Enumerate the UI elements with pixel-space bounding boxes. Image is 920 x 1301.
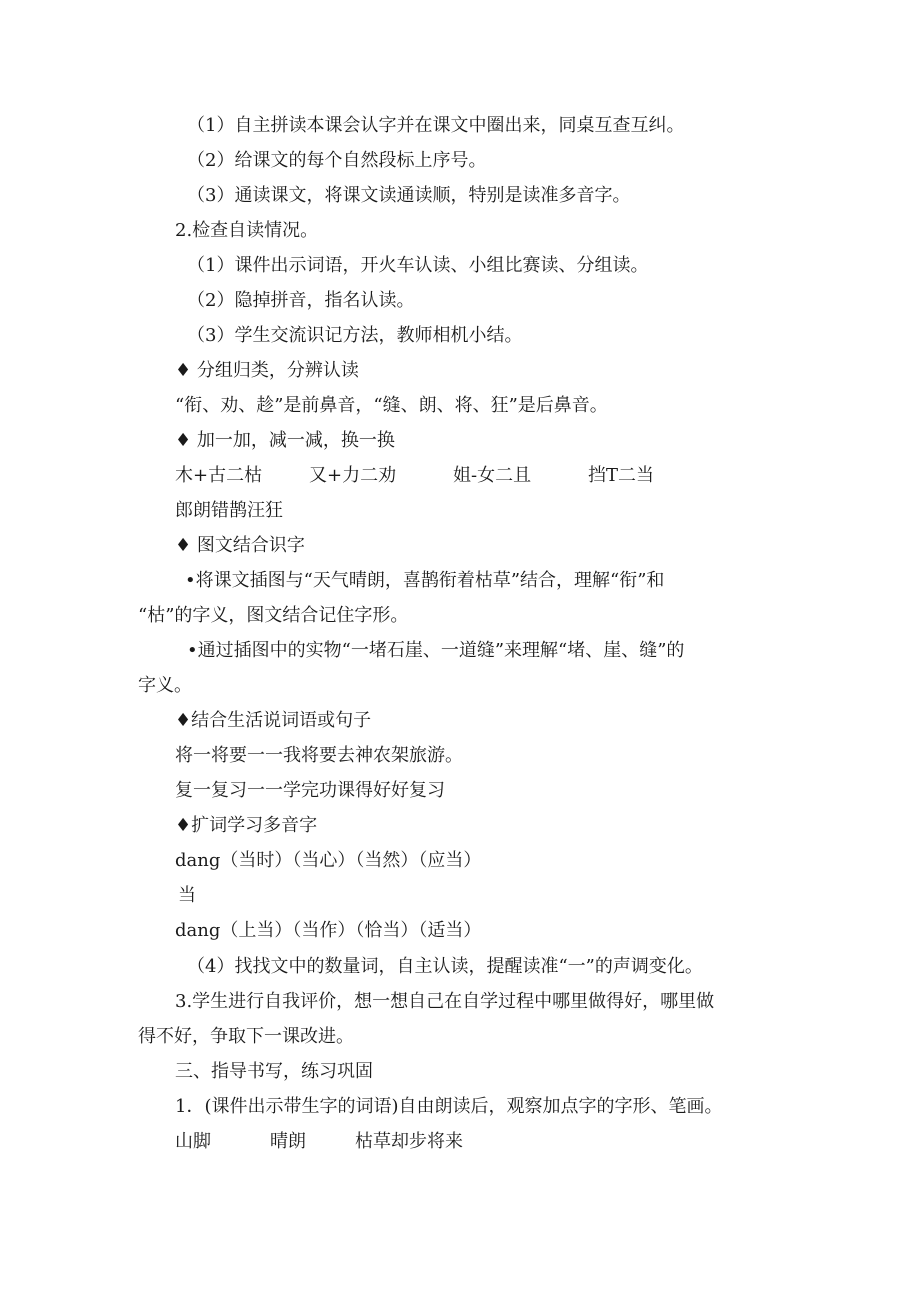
text-line: （1）自主拼读本课会认字并在课文中圈出来，同桌互查互纠。: [187, 115, 685, 136]
bullet-heading: ♦ 分组归类，分辨认读: [175, 360, 359, 381]
text-line: （4）找找文中的数量词，自主认读，提醒读准“一”的声调变化。: [187, 956, 703, 977]
bullet-heading: ♦结合生活说词语或句子: [175, 710, 372, 731]
bullet-heading: ♦ 图文结合识字: [175, 535, 305, 556]
bullet-heading: ♦ 加一加，减一减，换一换: [175, 430, 395, 451]
text-line: （2）隐掉拼音，指名认读。: [187, 290, 415, 311]
text-line: dang（上当）（当作）（恰当）（适当）: [175, 920, 482, 941]
word-item: 晴朗: [270, 1131, 306, 1152]
bullet-heading: ♦扩词学习多音字: [175, 815, 318, 836]
text-line: 郎朗错鹊汪狂: [175, 500, 283, 521]
text-line: 当: [178, 885, 196, 906]
text-line: 3.学生进行自我评价，想一想自己在自学过程中哪里做得好，哪里做: [175, 991, 715, 1012]
text-line: dang（当时）（当心）（当然）（应当）: [175, 850, 482, 871]
text-line: •将课文插图与“天气晴朗，喜鹊衔着枯草”结合，理解“衔”和: [185, 570, 665, 591]
text-line: 1．(课件出示带生字的词语)自由朗读后，观察加点字的字形、笔画。: [175, 1096, 723, 1117]
text-line: 复一复习一一学完功课得好好复习: [175, 780, 445, 801]
text-line: 字义。: [138, 675, 192, 696]
addition-item: 挡T二当: [588, 465, 655, 486]
text-line: （2）给课文的每个自然段标上序号。: [187, 150, 487, 171]
text-line: （1）课件出示词语，开火车认读、小组比赛读、分组读。: [187, 255, 649, 276]
addition-row: [175, 464, 654, 488]
addition-item: 木+古二枯: [175, 465, 263, 486]
text-line: （3）学生交流识记方法，教师相机小结。: [187, 325, 523, 346]
text-line: （3）通读课文，将课文读通读顺，特别是读准多音字。: [187, 185, 631, 206]
word-row: [175, 1130, 463, 1154]
word-item: 枯草却步将来: [355, 1131, 463, 1152]
addition-item: 姐-女二且: [453, 465, 532, 486]
text-line: •通过插图中的实物“一堵石崖、一道缝”来理解“堵、崖、缝”的: [187, 640, 685, 661]
text-line: “枯”的字义，图文结合记住字形。: [138, 605, 409, 626]
addition-item: 又+力二劝: [309, 465, 397, 486]
text-line: 得不好，争取下一课改进。: [138, 1026, 354, 1047]
text-line: 2.检查自读情况。: [175, 220, 319, 241]
section-heading: 三、指导书写，练习巩固: [175, 1061, 373, 1082]
word-item: 山脚: [175, 1131, 211, 1152]
text-line: “衔、劝、趁”是前鼻音，“缝、朗、将、狂”是后鼻音。: [175, 395, 608, 416]
text-line: 将一将要一一我将要去神农架旅游。: [175, 745, 463, 766]
